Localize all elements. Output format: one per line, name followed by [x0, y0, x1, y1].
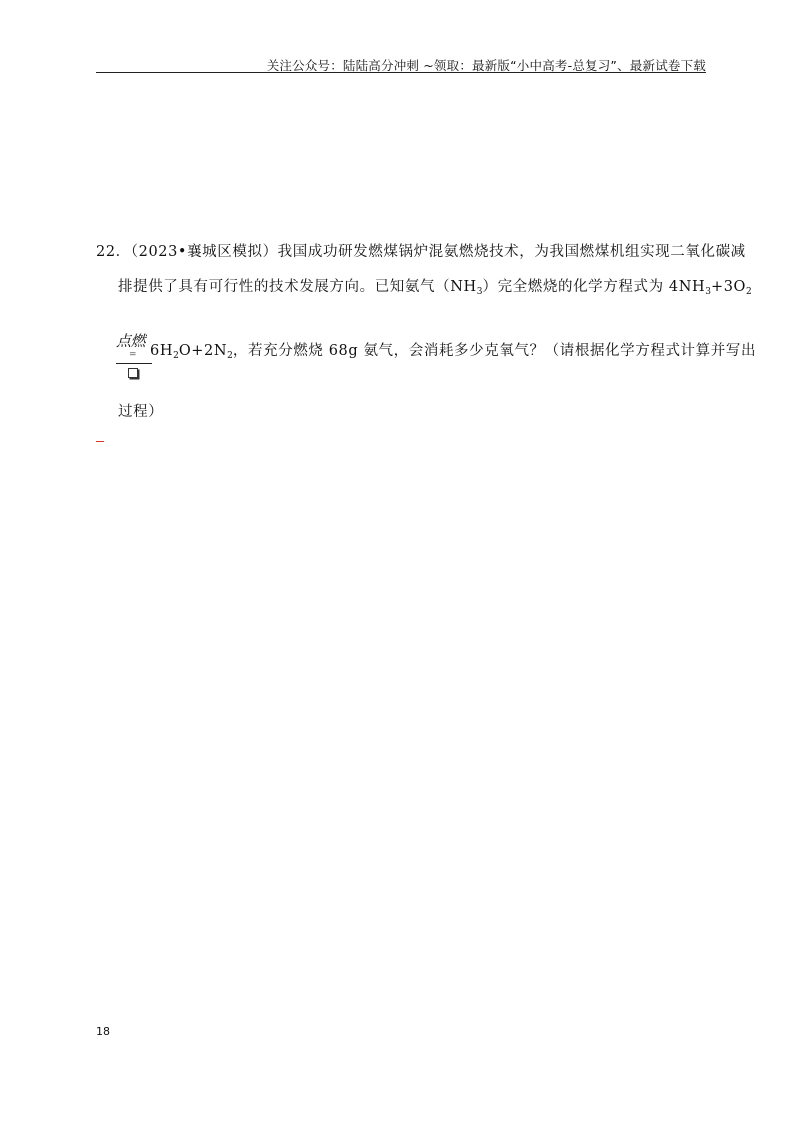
question-line-3 — [150, 339, 756, 361]
question-line-2 — [118, 275, 752, 297]
subscript: 3 — [705, 287, 711, 297]
question-text-3a: 6H — [150, 343, 174, 359]
subscript: 2 — [227, 351, 233, 361]
question-text-3e: ，若充分燃烧 68g 氨气，会消耗多少克氧气？（请根据化学方程式计算并写出 — [232, 343, 757, 359]
red-underline-mark — [96, 441, 104, 442]
subscript: 2 — [746, 287, 752, 297]
reaction-arrow-line — [116, 363, 152, 364]
header-divider — [96, 72, 706, 73]
condition-equals-mark: = — [129, 350, 137, 360]
question-number: 22． — [96, 244, 131, 260]
subscript: 3 — [476, 287, 483, 297]
page-header: 关注公众号：陆陆高分冲刺 ~领取：最新版“小中高考-总复习”、最新试卷下载 — [266, 58, 706, 73]
question-text-2e: +3O — [710, 279, 747, 295]
question-text-3c: O+2N — [178, 343, 228, 359]
question-text-2c: ）完全燃烧的化学方程式为 4NH — [482, 279, 706, 295]
subscript: 2 — [173, 351, 179, 361]
question-line-4: 过程） — [118, 404, 164, 420]
question-text-1: （2023•襄城区模拟）我国成功研发燃煤锅炉混氨燃烧技术，为我国燃煤机组实现二氧化碳减 — [130, 244, 746, 260]
question-line-1 — [96, 240, 746, 261]
page-number: 18 — [96, 1025, 110, 1038]
question-text-2a: 排提供了具有可行性的技术发展方向。已知氨气（NH — [118, 279, 477, 295]
reaction-condition: 点燃 — [116, 332, 146, 350]
checkbox-placeholder-icon — [128, 368, 138, 378]
